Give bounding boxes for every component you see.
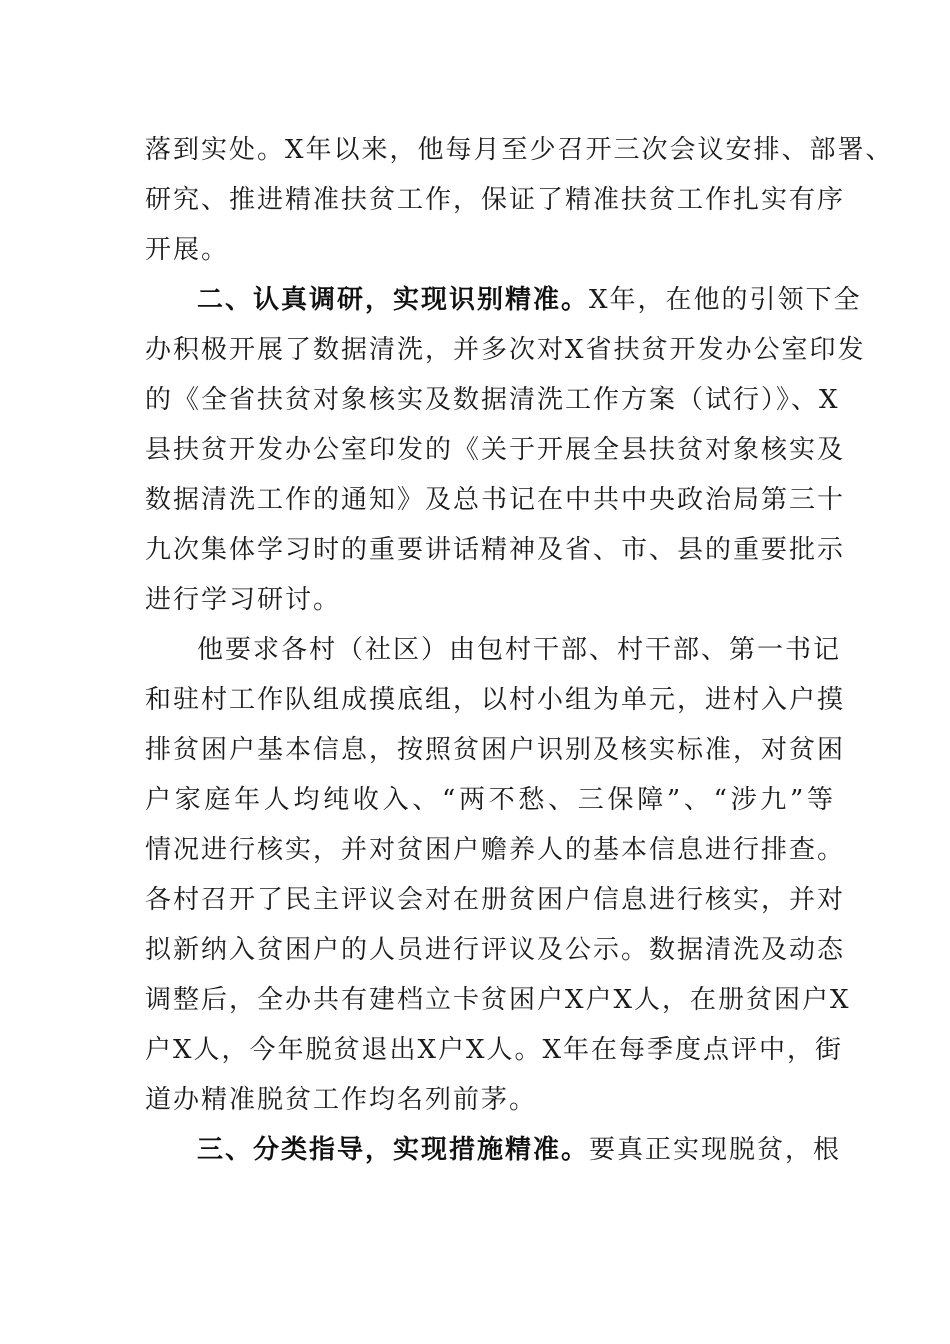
text-span: X年，在他的引领下全	[589, 285, 862, 315]
text-line: 研究、推进精准扶贫工作，保证了精准扶贫工作扎实有序	[145, 185, 846, 215]
text-line: 的《全省扶贫对象核实及数据清洗工作方案（试行）》、X	[145, 385, 840, 415]
text-line: 县扶贫开发办公室印发的《关于开展全县扶贫对象核实及	[145, 435, 846, 465]
text-line: 落到实处。X年以来，他每月至少召开三次会议安排、部署、	[145, 135, 894, 165]
text-line: 户X人，今年脱贫退出X户X人。X年在每季度点评中，街	[145, 1035, 844, 1065]
section-heading: 三、分类指导，实现措施精准。	[197, 1135, 590, 1165]
text-line: 拟新纳入贫困户的人员进行评议及公示。数据清洗及动态	[145, 935, 846, 965]
text-line: 各村召开了民主评议会对在册贫困户信息进行核实，并对	[145, 885, 846, 915]
text-line: 调整后，全办共有建档立卡贫困户X户X人，在册贫困户X	[145, 985, 851, 1015]
text-line: 道办精准脱贫工作均名列前茅。	[145, 1085, 538, 1115]
section-heading-line	[197, 275, 862, 325]
text-line: 开展。	[145, 235, 230, 265]
text-line: 进行学习研讨。	[145, 585, 342, 615]
paragraph-start-line: 他要求各村（社区）由包村干部、村干部、第一书记	[197, 635, 842, 665]
text-line: 排贫困户基本信息，按照贫困户识别及核实标准，对贫困	[145, 735, 846, 765]
text-line: 办积极开展了数据清洗，并多次对X省扶贫开发办公室印发	[145, 335, 866, 365]
section-heading: 二、认真调研，实现识别精准。	[197, 285, 590, 315]
text-line: 数据清洗工作的通知》及总书记在中共中央政治局第三十	[145, 485, 846, 515]
text-line: 九次集体学习时的重要讲话精神及省、市、县的重要批示	[145, 535, 846, 565]
text-line: 户家庭年人均纯收入、“两不愁、三保障”、“涉九”等	[145, 785, 835, 815]
section-heading-line	[197, 1125, 842, 1175]
text-line: 和驻村工作队组成摸底组，以村小组为单元，进村入户摸	[145, 685, 846, 715]
text-line: 情况进行核实，并对贫困户赡养人的基本信息进行排查。	[145, 835, 846, 865]
text-span: 要真正实现脱贫，根	[589, 1135, 842, 1165]
